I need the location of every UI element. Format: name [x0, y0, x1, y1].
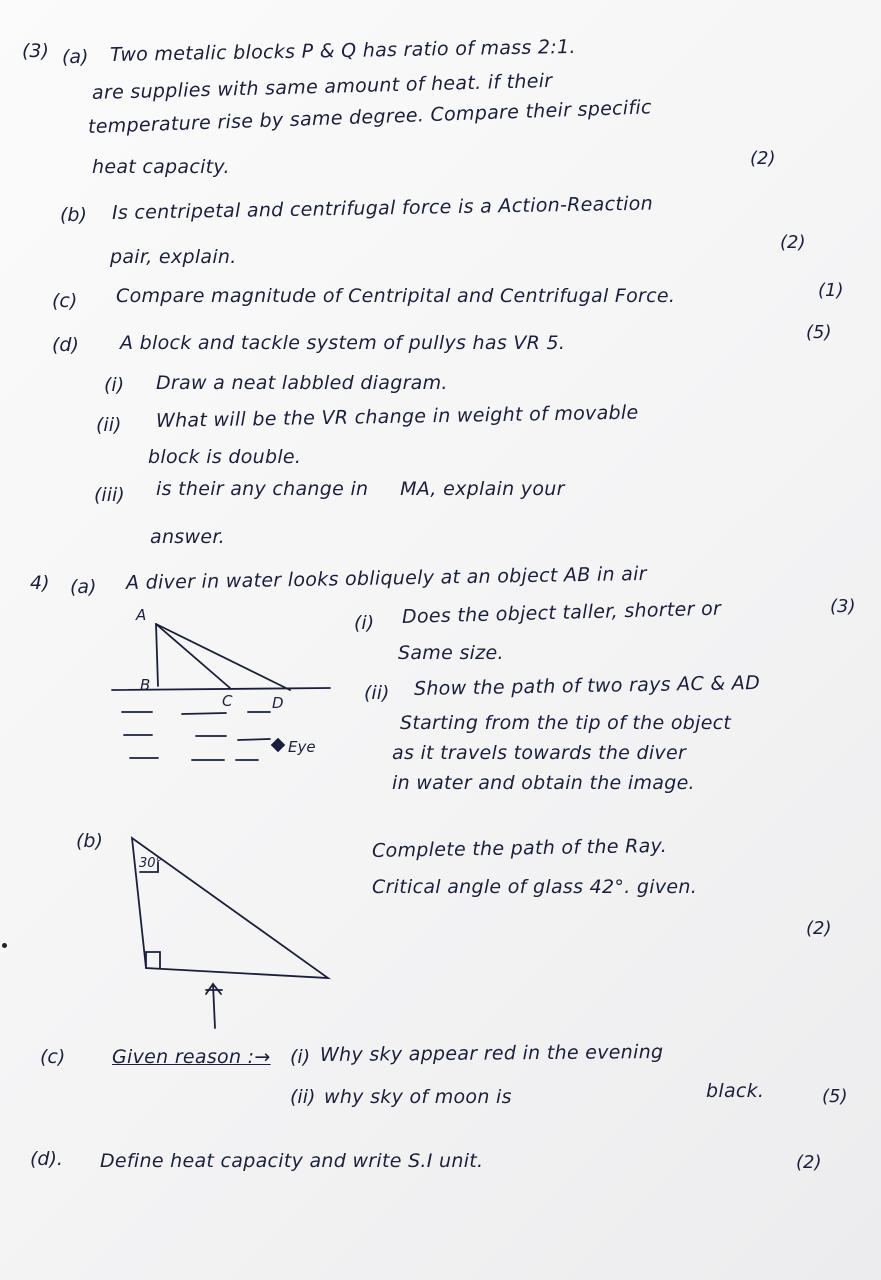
question-4-number: 4): [30, 572, 50, 594]
q3d-iii-line-2: answer.: [150, 526, 226, 548]
ray-ad: [156, 624, 290, 690]
label-d: D: [272, 694, 284, 712]
q3d-line: A block and tackle system of pullys has VR 5.: [120, 332, 566, 354]
q4b-label: (b): [76, 830, 103, 852]
q4a-line: A diver in water looks obliquely at an object AB in air: [125, 562, 647, 594]
q3d-label: (d): [52, 334, 79, 356]
q4d-label: (d).: [30, 1148, 63, 1170]
q3d-ii-line-1: What will be the VR change in weight of movable: [155, 401, 639, 432]
q3d-i-label: (i): [104, 374, 125, 396]
q4d-line: Define heat capacity and write S.I unit.: [100, 1150, 484, 1172]
question-3-number: (3): [22, 40, 49, 62]
q4c-ii-tail: black.: [706, 1080, 765, 1102]
q3c-line: Compare magnitude of Centripital and Centrifugal Force.: [116, 285, 676, 307]
q3a-marks: (2): [750, 148, 776, 169]
q4a-i-label: (i): [354, 612, 375, 634]
q4a-ii-line-4: in water and obtain the image.: [392, 772, 695, 794]
q4c-ii-label: (ii): [290, 1086, 316, 1108]
water-wave-2: [182, 713, 226, 714]
q3a-line-3: temperature rise by same degree. Compare their specific: [87, 96, 653, 138]
q4b-line-2: Critical angle of glass 42°. given.: [372, 876, 698, 898]
q4c-i-label: (i): [290, 1046, 311, 1068]
q3d-ii-label: (ii): [96, 414, 122, 436]
label-b: B: [140, 676, 151, 694]
q3d-i-line: Draw a neat labbled diagram.: [156, 372, 448, 394]
water-wave-6: [238, 739, 270, 740]
q3c-marks: (1): [818, 280, 844, 301]
object-ab-line: [156, 624, 158, 686]
eye-icon: [272, 739, 284, 751]
margin-ink-dot: [2, 943, 7, 948]
q3b-line-1: Is centripetal and centrifugal force is a Action-Reaction: [111, 192, 654, 224]
q4c-label: (c): [40, 1046, 66, 1068]
q4c-ii-line: why sky of moon is: [324, 1086, 512, 1108]
q3a-line-2: are supplies with same amount of heat. if their: [91, 69, 553, 104]
q4c-marks: (5): [822, 1086, 848, 1107]
q3c-label: (c): [52, 290, 78, 312]
ray-ac: [156, 624, 230, 688]
q3a-line-1: Two metalic blocks P & Q has ratio of mass 2:1.: [109, 35, 576, 66]
q4a-ii-line-2: Starting from the tip of the object: [400, 712, 732, 734]
q4a-label: (a): [70, 576, 97, 598]
angle-label: 30°: [139, 856, 163, 871]
q3d-ii-line-2: block is double.: [148, 446, 302, 468]
q4b-line-1: Complete the path of the Ray.: [371, 834, 668, 862]
q4b-marks: (2): [806, 918, 832, 939]
q4a-i-line-2: Same size.: [398, 642, 504, 664]
q4a-ii-line-1: Show the path of two rays AC & AD: [413, 671, 761, 700]
q3b-line-2: pair, explain.: [110, 246, 237, 268]
label-a: A: [136, 606, 147, 624]
q4a-ii-label: (ii): [364, 682, 390, 704]
q4c-prefix: Given reason :→: [112, 1046, 271, 1068]
q3d-iii-line-1: is their any change in MA, explain your: [156, 478, 565, 500]
right-angle-mark: [146, 952, 160, 968]
label-c: C: [222, 692, 233, 710]
q3d-iii-label: (iii): [94, 484, 125, 506]
q3d-marks: (5): [806, 322, 832, 343]
q4a-marks: (3): [830, 596, 856, 617]
q4c-i-line: Why sky appear red in the evening: [319, 1041, 664, 1066]
q4d-marks: (2): [796, 1152, 822, 1173]
q3a-line-4: heat capacity.: [92, 156, 230, 178]
q3b-label: (b): [60, 204, 87, 226]
q3b-marks: (2): [780, 232, 806, 253]
q4a-i-line-1: Does the object taller, shorter or: [401, 597, 722, 628]
label-eye: Eye: [288, 738, 316, 756]
q4a-ii-line-3: as it travels towards the diver: [392, 742, 687, 764]
q3a-label: (a): [62, 46, 89, 68]
